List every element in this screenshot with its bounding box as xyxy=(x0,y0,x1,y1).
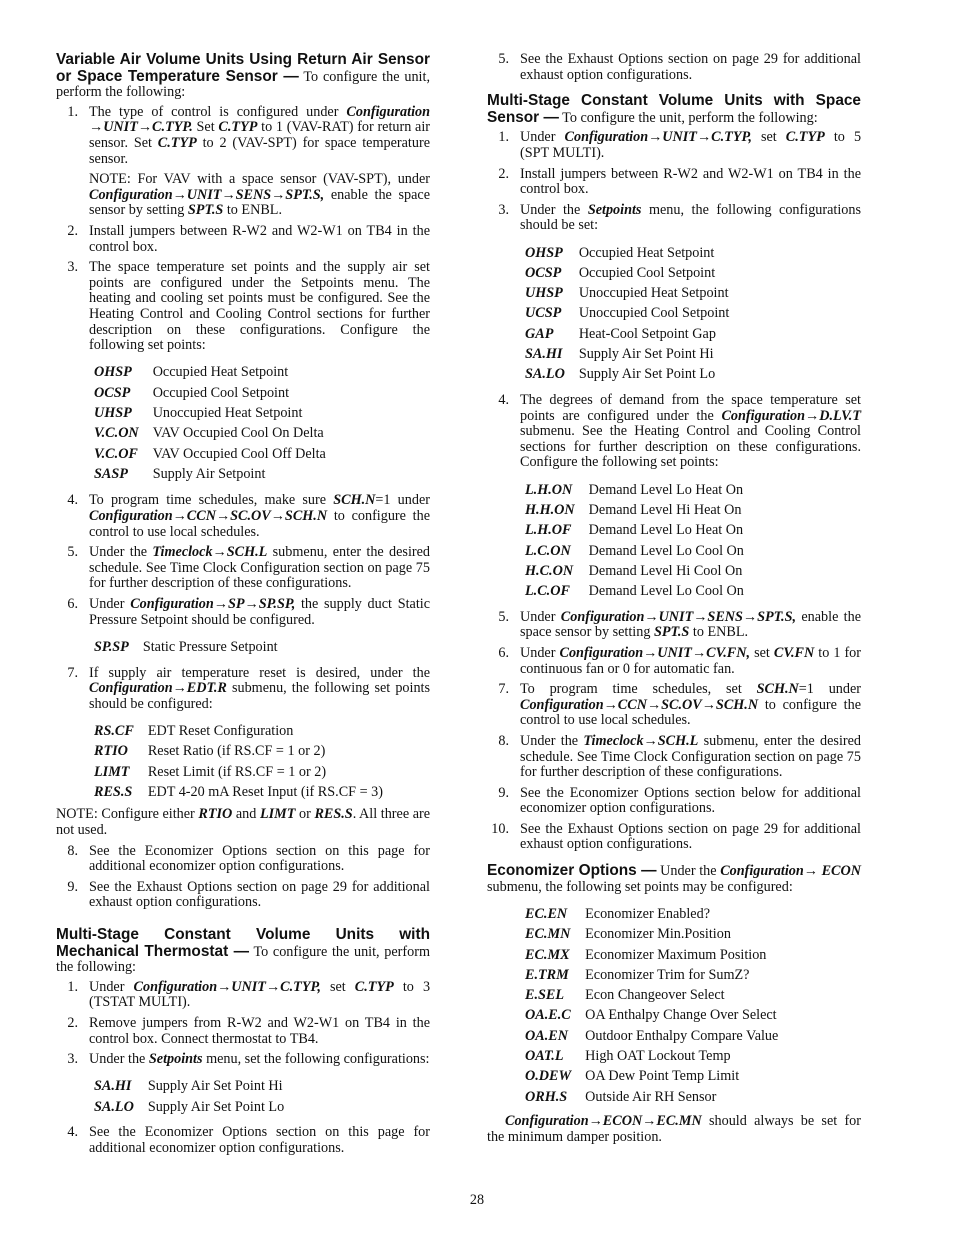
setpoint-code: L.H.ON xyxy=(525,481,573,498)
setpoint-table xyxy=(94,363,326,485)
setpoint-description: Demand Level Lo Heat On xyxy=(588,522,744,539)
table-row xyxy=(525,304,729,324)
setpoint-description: Demand Level Lo Heat On xyxy=(588,481,744,498)
setpoint-description: Demand Level Lo Cool On xyxy=(588,542,744,559)
table-row xyxy=(525,1006,778,1026)
list-item: 8. See the Economizer Options section on this page for additional economizer option configurations. xyxy=(67,842,430,875)
setpoint-description: Supply Air Set Point Hi xyxy=(578,346,714,363)
setpoint-description: Unoccupied Cool Setpoint xyxy=(578,305,730,322)
setpoint-description: Econ Changeover Select xyxy=(585,987,725,1004)
table-row xyxy=(94,464,326,484)
setpoint-description: Occupied Cool Setpoint xyxy=(578,264,716,281)
setpoint-description: Occupied Cool Setpoint xyxy=(152,384,290,401)
section-heading-vav: Variable Air Volume Units Using Return Air Sensor or Space Temperature Sensor — xyxy=(56,51,430,85)
table-row xyxy=(525,521,744,541)
setpoint-code: OHSP xyxy=(94,364,132,381)
list-item: 3. The space temperature set points and the supply air set points are configured under the Setpoints menu. The heating and cooling set points must be configured. See the Heating Control and Cooling Control sections for further description on these configurations. Configure the following set points: xyxy=(67,259,430,354)
setpoint-table xyxy=(94,637,278,657)
table-row xyxy=(94,1077,284,1097)
table-row xyxy=(94,383,326,403)
section-heading-space: Multi-Stage Constant Volume Units with Space Sensor — xyxy=(487,92,861,126)
list-item: 5. See the Exhaust Options section on page 29 for additional exhaust option configurations. xyxy=(498,51,861,83)
setpoint-table xyxy=(525,243,729,385)
setpoint-description: Outside Air RH Sensor xyxy=(585,1088,717,1105)
setpoint-description: Outdoor Enthalpy Compare Value xyxy=(585,1027,779,1044)
table-row xyxy=(525,344,729,364)
table-row xyxy=(525,581,744,601)
table-row xyxy=(525,480,744,500)
table-row xyxy=(94,363,326,383)
list-item: 10. See the Exhaust Options section on page 29 for additional exhaust option configurations. xyxy=(491,820,861,853)
setpoint-description: Demand Level Hi Cool On xyxy=(588,562,743,579)
setpoint-description: High OAT Lockout Temp xyxy=(585,1047,731,1064)
setpoint-code: RES.S xyxy=(94,783,133,800)
list-item: 1. Under Configuration→UNIT→C.TYP, set C.TYP to 5 (SPT MULTI). xyxy=(498,129,862,161)
setpoint-code: OA.E.C xyxy=(525,1007,571,1024)
setpoint-description: Occupied Heat Setpoint xyxy=(578,244,715,261)
list-item: 3. Under the Setpoints menu, the following configurations should be set: xyxy=(498,201,861,234)
table-row xyxy=(94,762,383,782)
setpoint-description: Economizer Enabled? xyxy=(585,905,710,922)
setpoint-description: Reset Limit (if RS.CF = 1 or 2) xyxy=(147,763,327,780)
setpoint-code: SP.SP xyxy=(94,638,129,655)
setpoint-description: VAV Occupied Cool Off Delta xyxy=(152,445,326,462)
table-row xyxy=(525,1087,778,1107)
setpoint-description: Supply Air Set Point Lo xyxy=(578,366,716,383)
list-item: 2. Install jumpers between R-W2 and W2-W1 on TB4 in the control box. xyxy=(67,222,430,255)
setpoint-table xyxy=(525,480,744,602)
setpoint-description: Demand Level Hi Heat On xyxy=(588,501,742,518)
setpoint-code: ORH.S xyxy=(525,1088,568,1105)
econ-section-intro: Economizer Options — Under the Configuration→ ECON submenu, the following set points may be configured: xyxy=(487,862,862,895)
setpoint-code: UHSP xyxy=(525,285,563,302)
table-row xyxy=(94,403,326,423)
table-row xyxy=(525,945,778,965)
table-row xyxy=(525,1026,778,1046)
setpoint-description: EDT Reset Configuration xyxy=(147,722,294,739)
setpoint-code: OCSP xyxy=(94,384,131,401)
table-row xyxy=(94,424,326,444)
setpoint-description: Occupied Heat Setpoint xyxy=(152,364,289,381)
setpoint-code: GAP xyxy=(525,325,554,342)
list-item: 9. See the Exhaust Options section on page 29 for additional exhaust option configurations. xyxy=(67,878,430,911)
table-row xyxy=(94,721,383,741)
page-number: 28 xyxy=(469,1192,485,1208)
vav-steps xyxy=(56,105,430,354)
setpoint-code: L.C.ON xyxy=(525,542,571,559)
setpoint-code: E.SEL xyxy=(525,987,565,1004)
setpoint-code: O.DEW xyxy=(525,1068,572,1085)
section-heading-mech: Multi-Stage Constant Volume Units with Mechanical Thermostat — xyxy=(56,926,430,960)
setpoint-code: SA.HI xyxy=(525,346,563,363)
list-item: 7. If supply air temperature reset is desired, under the Configuration→EDT.R submenu, the following set points should be configured: xyxy=(67,664,431,712)
setpoint-code: RS.CF xyxy=(94,722,134,739)
setpoint-code: H.C.ON xyxy=(525,562,574,579)
list-item: 4. See the Economizer Options section on this page for additional economizer option configurations. xyxy=(67,1124,430,1156)
setpoint-code: SA.HI xyxy=(94,1078,132,1095)
setpoint-code: V.C.ON xyxy=(94,425,139,442)
left-column xyxy=(56,52,430,1157)
list-item: 8. Under the Timeclock→SCH.L submenu, enter the desired schedule. See Time Clock Configuration section on page 75 for further description of these configurations. xyxy=(498,732,862,781)
vav-section-intro: Variable Air Volume Units Using Return Air Sensor or Space Temperature Sensor — To configure the unit, perform the following: xyxy=(56,51,430,101)
setpoint-description: VAV Occupied Cool On Delta xyxy=(152,425,324,442)
setpoint-description: Economizer Maximum Position xyxy=(585,946,767,963)
space-section-intro: Multi-Stage Constant Volume Units with Space Sensor — To configure the unit, perform the following: xyxy=(487,92,861,126)
table-row xyxy=(525,561,744,581)
list-item: 1. The type of control is configured under Configuration →UNIT→C.TYP. Set C.TYP to 1 (VAV-RAT) for return air sensor. Set C.TYP to 2 (VAV-SPT) for space temperature sensor. NOTE: For VAV with a space sensor (VAV-SPT), under Configuration→UNIT→SENS→SPT.S, enable the space sensor by setting SPT.S to ENBL. xyxy=(67,103,431,219)
list-item: 7. To program time schedules, set SCH.N=1 under Configuration→CCN→SC.OV→SCH.N to configure the control to use local schedules. xyxy=(498,681,862,729)
setpoint-code: V.C.OF xyxy=(94,445,138,462)
setpoint-description: OA Enthalpy Change Over Select xyxy=(585,1007,777,1024)
setpoint-code: OCSP xyxy=(525,264,562,281)
table-row xyxy=(525,985,778,1005)
setpoint-description: Supply Air Set Point Lo xyxy=(147,1098,285,1115)
setpoint-description: Economizer Min.Position xyxy=(585,926,731,943)
list-item: 6. Under Configuration→UNIT→CV.FN, set CV.FN to 1 for continuous fan or 0 for automatic fan. xyxy=(498,644,861,677)
list-item: 2. Install jumpers between R-W2 and W2-W1 on TB4 in the control box. xyxy=(498,165,861,198)
setpoint-code: L.H.OF xyxy=(525,522,572,539)
setpoint-table xyxy=(94,721,383,802)
table-row xyxy=(525,284,729,304)
setpoint-description: Heat-Cool Setpoint Gap xyxy=(578,325,716,342)
list-item: 3. Under the Setpoints menu, set the following configurations: xyxy=(67,1051,430,1068)
table-row xyxy=(525,925,778,945)
list-item: 4. The degrees of demand from the space temperature set points are configured under the Configuration→D.LV.T submenu. See the Heating Control and Cooling Control sections for further description on these configurations. Configure the following set points: xyxy=(498,392,861,471)
list-item: 2. Remove jumpers from R-W2 and W2-W1 on TB4 in the control box. Connect thermostat to TB4. xyxy=(67,1015,430,1047)
setpoint-code: OA.EN xyxy=(525,1027,568,1044)
list-item: 5. Under Configuration→UNIT→SENS→SPT.S, enable the space sensor by setting SPT.S to ENBL. xyxy=(498,608,862,641)
table-row xyxy=(94,637,278,657)
mech-section-intro: Multi-Stage Constant Volume Units with Mechanical Thermostat — To configure the unit, perform the following: xyxy=(56,926,430,976)
setpoint-description: Economizer Trim for SumZ? xyxy=(585,966,750,983)
list-item: 9. See the Economizer Options section below for additional economizer option configurations. xyxy=(498,784,861,817)
setpoint-code: SA.LO xyxy=(94,1098,134,1115)
setpoint-description: Demand Level Lo Cool On xyxy=(588,583,744,600)
setpoint-code: L.C.OF xyxy=(525,583,570,600)
table-row xyxy=(94,782,383,802)
table-row xyxy=(525,365,729,385)
setpoint-table xyxy=(94,1077,284,1118)
table-row xyxy=(94,444,326,464)
setpoint-description: Unoccupied Heat Setpoint xyxy=(578,285,729,302)
setpoint-description: EDT 4-20 mA Reset Input (if RS.CF = 3) xyxy=(147,783,383,800)
table-row xyxy=(525,541,744,561)
setpoint-code: OAT.L xyxy=(525,1047,564,1064)
table-row xyxy=(525,1067,778,1087)
setpoint-code: EC.MX xyxy=(525,946,570,963)
table-row xyxy=(94,1097,284,1117)
section-heading-econ: Economizer Options — xyxy=(487,862,657,880)
setpoint-description: Supply Air Setpoint xyxy=(152,465,266,482)
setpoint-code: SA.LO xyxy=(525,366,565,383)
setpoint-description: Static Pressure Setpoint xyxy=(142,638,278,655)
setpoint-code: RTIO xyxy=(94,743,128,760)
setpoint-code: H.H.ON xyxy=(525,501,575,518)
vav-sensor-note: NOTE: For VAV with a space sensor (VAV-SPT), under Configuration→UNIT→SENS→SPT.S, enable the space sensor by setting SPT.S to ENBL. xyxy=(89,171,430,219)
table-row xyxy=(94,742,383,762)
list-item: 1. Under Configuration→UNIT→C.TYP, set C.TYP to 3 (TSTAT MULTI). xyxy=(67,978,431,1011)
list-item: 6. Under Configuration→SP→SP.SP, the supply duct Static Pressure Setpoint should be configured. xyxy=(67,596,431,628)
table-row xyxy=(525,1046,778,1066)
list-item: 4. To program time schedules, make sure SCH.N=1 under Configuration→CCN→SC.OV→SCH.N to configure the control to use local schedules. xyxy=(67,492,430,540)
setpoint-description: Supply Air Set Point Hi xyxy=(147,1078,283,1095)
table-row xyxy=(525,904,778,924)
right-column xyxy=(487,52,861,1145)
setpoint-description: Unoccupied Heat Setpoint xyxy=(152,404,303,421)
table-row xyxy=(525,324,729,344)
setpoint-code: EC.EN xyxy=(525,905,568,922)
list-item: 5. Under the Timeclock→SCH.L submenu, enter the desired schedule. See Time Clock Configuration section on page 75 for further description of these configurations. xyxy=(67,544,431,592)
table-row xyxy=(525,965,778,985)
setpoint-code: UCSP xyxy=(525,305,562,322)
econ-final-note: Configuration→ECON→EC.MN should always be set for the minimum damper position. xyxy=(487,1113,862,1145)
setpoint-code: SASP xyxy=(94,465,128,482)
setpoint-code: UHSP xyxy=(94,404,132,421)
setpoint-description: OA Dew Point Temp Limit xyxy=(585,1068,740,1085)
table-row xyxy=(525,243,729,263)
setpoint-code: EC.MN xyxy=(525,926,571,943)
reset-note: NOTE: Configure either RTIO and LIMT or RES.S. All three are not used. xyxy=(56,806,431,839)
setpoint-code: LIMT xyxy=(94,763,130,780)
table-row xyxy=(525,500,744,520)
setpoint-table xyxy=(525,904,778,1107)
setpoint-description: Reset Ratio (if RS.CF = 1 or 2) xyxy=(147,743,326,760)
table-row xyxy=(525,263,729,283)
setpoint-code: E.TRM xyxy=(525,966,569,983)
setpoint-code: OHSP xyxy=(525,244,563,261)
